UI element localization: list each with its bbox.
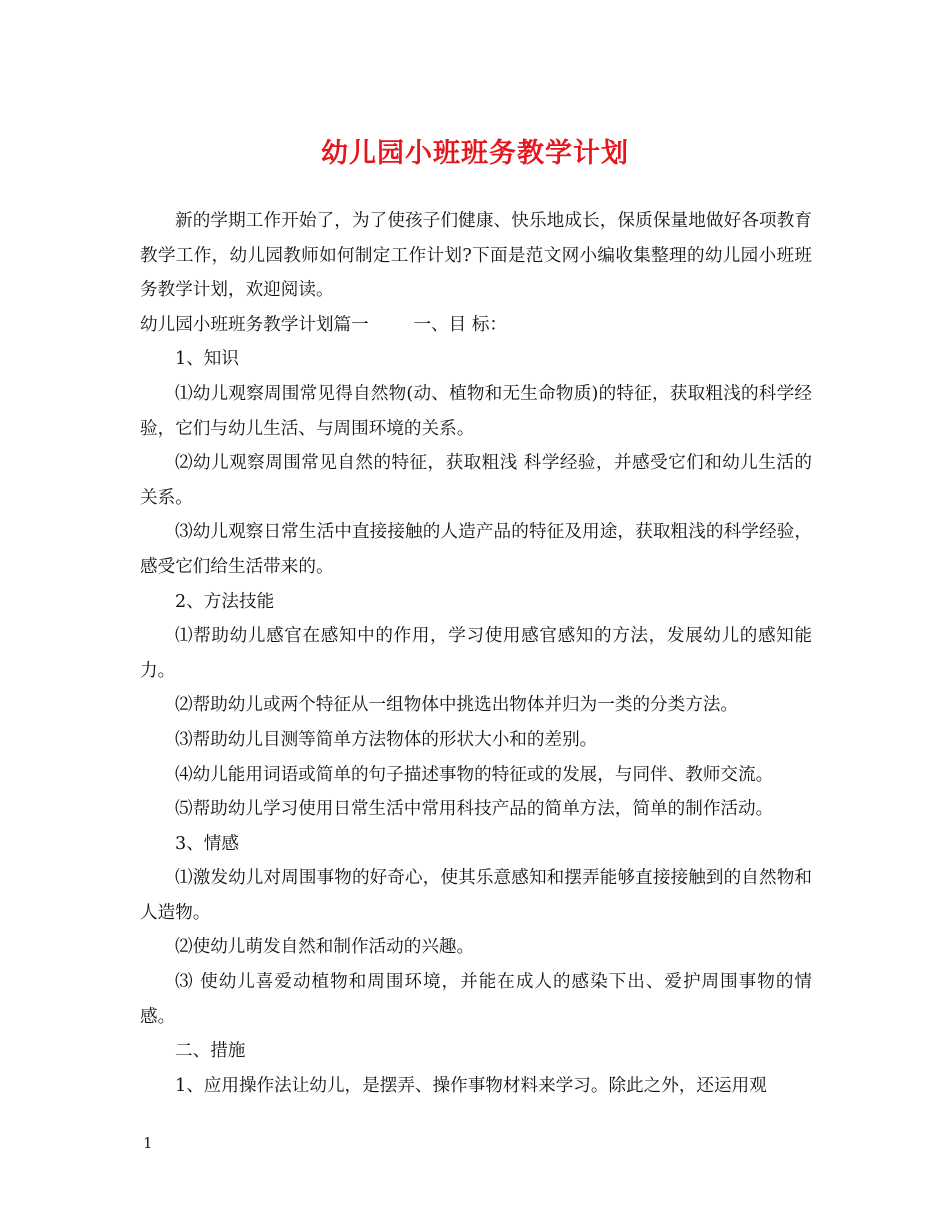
paragraph: ⑶ 使幼儿喜爱动植物和周围环境，并能在成人的感染下出、爱护周围事物的情感。: [140, 972, 812, 1027]
paragraph: ⑶幼儿观察日常生活中直接接触的人造产品的特征及用途，获取粗浅的科学经验，感受它们给生活带来的。: [140, 522, 812, 577]
page-number: 1: [143, 1134, 153, 1152]
paragraph: 二、措施: [175, 1041, 246, 1062]
document-title: 幼儿园小班班务教学计划: [321, 138, 629, 169]
paragraph: ⑶帮助幼儿目测等简单方法物体的形状大小和的差别。: [175, 729, 598, 750]
paragraph: ⑴激发幼儿对周围事物的好奇心，使其乐意感知和摆弄能够直接接触到的自然物和人造物。: [140, 868, 812, 923]
paragraph: ⑴幼儿观察周围常见得自然物(动、植物和无生命物质)的特征，获取粗浅的科学经验，它们与幼儿生活、与周围环境的关系。: [140, 383, 812, 439]
paragraph: 3、情感: [175, 833, 239, 854]
paragraph: 1、知识: [175, 349, 239, 370]
paragraph: 1、应用操作法让幼儿，是摆弄、操作事物材料来学习。除此之外，还运用观: [175, 1075, 767, 1096]
document-body: [140, 204, 812, 1103]
paragraph: ⑸帮助幼儿学习使用日常生活中常用科技产品的简单方法，简单的制作活动。: [175, 799, 774, 820]
paragraph: 2、方法技能: [175, 591, 275, 612]
paragraph: ⑵帮助幼儿或两个特征从一组物体中挑选出物体并归为一类的分类方法。: [175, 695, 739, 716]
section-heading: 幼儿园小班班务教学计划篇一 一、目 标：: [140, 314, 508, 335]
paragraph: ⑷幼儿能用词语或简单的句子描述事物的特征或的发展，与同伴、教师交流。: [175, 764, 774, 785]
paragraph: ⑵使幼儿萌发自然和制作活动的兴趣。: [175, 937, 475, 958]
intro-paragraph: 新的学期工作开始了，为了使孩子们健康、快乐地成长，保质保量地做好各项教育教学工作，幼儿园教师如何制定工作计划?下面是范文网小编收集整理的幼儿园小班班务教学计划，欢迎阅读。: [140, 211, 812, 301]
paragraph: ⑵幼儿观察周围常见自然的特征，获取粗浅 科学经验，并感受它们和幼儿生活的关系。: [140, 453, 812, 508]
paragraph: ⑴帮助幼儿感官在感知中的作用，学习使用感官感知的方法，发展幼儿的感知能力。: [140, 626, 812, 681]
